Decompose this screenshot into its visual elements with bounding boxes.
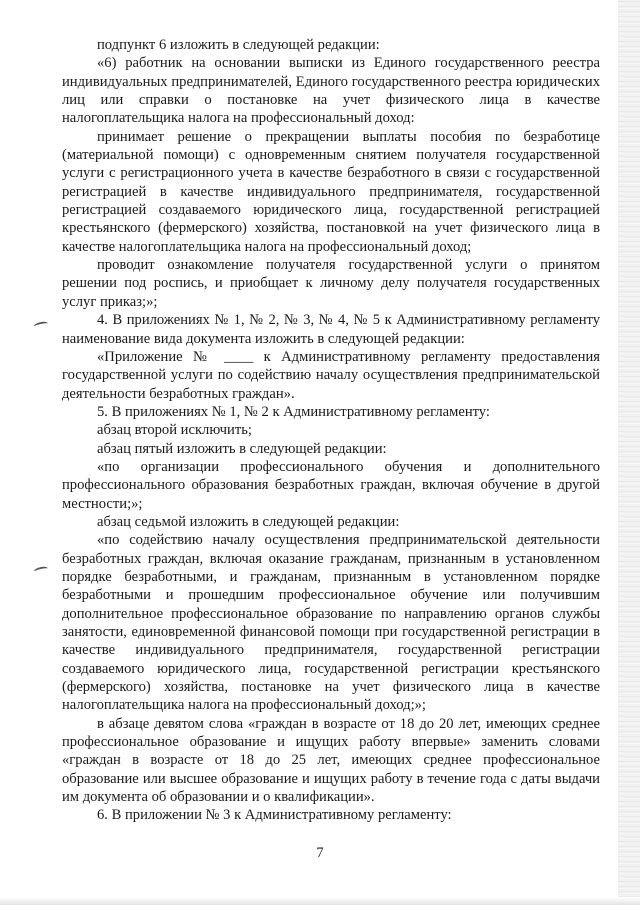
scan-edge-shadow xyxy=(618,0,640,905)
paragraph: в абзаце девятом слова «граждан в возрасте от 18 до 20 лет, имеющих среднее профессиональное образование и ищущих работу впервые» заменить словами «граждан в возрасте от 18 до 25 лет, имеющих среднее профессиональное образование или высшее образование и ищущих работу в течение года с даты выдачи им документа об образовании и о квалификации». xyxy=(62,715,600,806)
document-page xyxy=(62,36,600,825)
paragraph: «Приложение № ____ к Административному регламенту предоставления государственной услуги по содействию началу осуществления предпринимательской деятельности безработных граждан». xyxy=(62,348,600,402)
scan-bottom-shadow xyxy=(0,897,640,905)
paragraph: абзац седьмой изложить в следующей редакции: xyxy=(97,513,400,530)
paragraph: проводит ознакомление получателя государственной услуги о принятом решении под роспись, и приобщает к личному делу получателя государственных услуг приказ;»; xyxy=(62,257,600,310)
paragraph: подпункт 6 изложить в следующей редакции: xyxy=(97,37,380,53)
paragraph: абзац второй исключить; xyxy=(97,422,252,439)
paragraph: 5. В приложениях № 1, № 2 к Административному регламенту: xyxy=(97,403,490,420)
paragraph: принимает решение о прекращении выплаты пособия по безработице (материальной помощи) с одновременным снятием получателя государственной услуги с регистрационного учета в качестве безработного в связи с государственной регистрацией в качестве индивидуального предпринимателя, государственной регистрацией создаваемого юридического лица, государственной регистрацией крестьянского (фермерского) хозяйства, постановкой на учет физического лица в качестве налогоплательщика налога на профессиональный доход; xyxy=(62,128,600,255)
paragraph: «6) работник на основании выписки из Единого государственного реестра индивидуальных предпринимателей, Единого государственного реестра юридических лиц или справки о постановке на учет физического лица в качестве налогоплательщика налога на профессиональный доход: xyxy=(62,55,600,127)
paragraph: «по содействию началу осуществления предпринимательской деятельности безработных граждан, включая оказание гражданам, признанным в установленном порядке безработными, и гражданам, признанным в установленном порядке безработными и прошедшим профессиональное обучение или получившим дополнительное профессиональное образование по направлению органов службы занятости, единовременной финансовой помощи при государственной регистрации в качестве индивидуального предпринимателя, государственной регистрации создаваемого юридического лица, государственной регистрации крестьянского (фермерского) хозяйства, постановке на учет физического лица в качестве налогоплательщика налога на профессиональный доход;»; xyxy=(62,532,600,714)
paragraph: 4. В приложениях № 1, № 2, № 3, № 4, № 5 к Административному регламенту наименование вида документа изложить в следующей редакции: xyxy=(62,312,600,347)
paragraph: «по организации профессионального обучения и дополнительного профессионального образования безработных граждан, включая обучение в другой местности;»; xyxy=(62,458,600,512)
page-number: 7 xyxy=(316,845,324,861)
scan-speck xyxy=(34,566,49,575)
paragraph: 6. В приложении № 3 к Административному регламенту: xyxy=(97,807,452,824)
paragraph: абзац пятый изложить в следующей редакции: xyxy=(97,440,387,457)
scan-speck xyxy=(34,321,49,330)
